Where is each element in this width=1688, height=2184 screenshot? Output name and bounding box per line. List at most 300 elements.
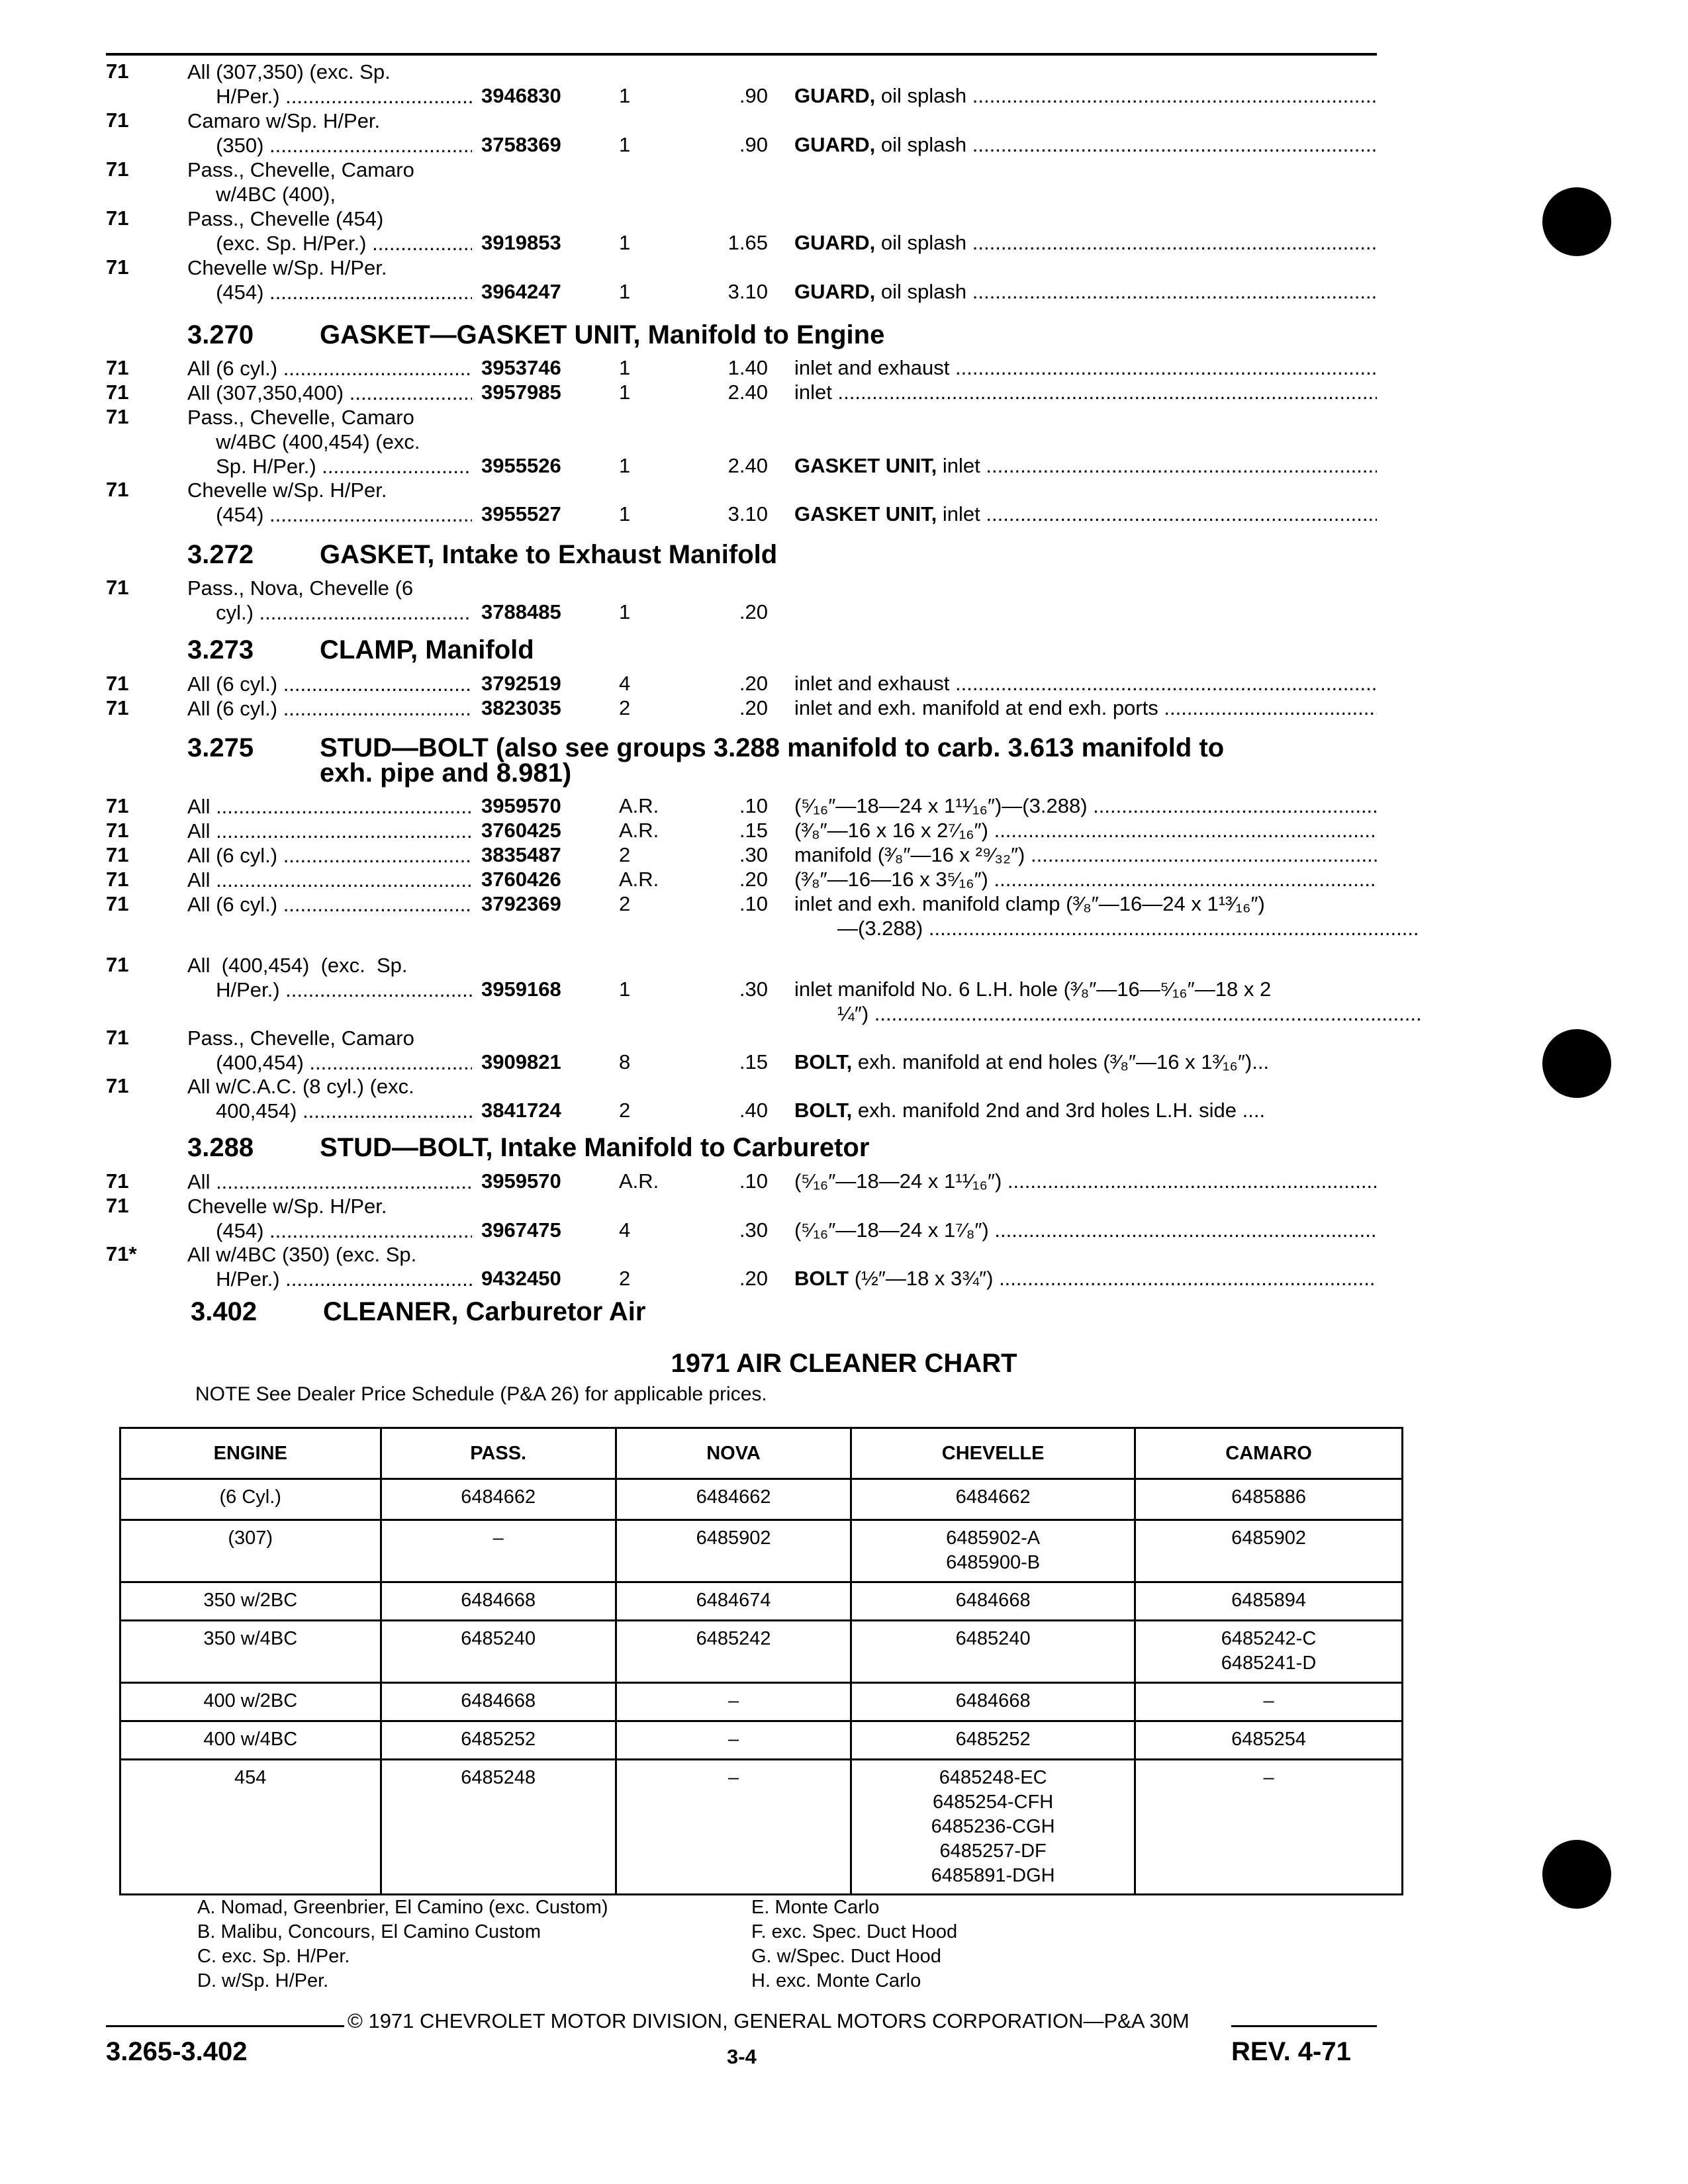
binder-hole-2 (1542, 1029, 1611, 1098)
part-number-cell (616, 1582, 851, 1621)
quantity: 2 (619, 1099, 631, 1122)
part-number: 3758369 (481, 133, 561, 156)
year-code: 71 (106, 672, 129, 695)
application-line: All ..... (187, 794, 472, 819)
cell-value: – (727, 1690, 739, 1711)
cell-value: 6484668 (461, 1590, 536, 1611)
group-number: 3.402 (191, 1297, 258, 1326)
copyright-line: © 1971 CHEVROLET MOTOR DIVISION, GENERAL MOTORS CORPORATION—P&A 30M (348, 2009, 1190, 2032)
group-heading (191, 1297, 645, 1327)
cell-value: 6485248-EC (939, 1767, 1047, 1788)
description (794, 978, 1377, 1001)
part-number-cell (381, 1479, 616, 1520)
group-title: GASKET—GASKET UNIT, Manifold to Engine (320, 320, 885, 349)
year-code: 71 (106, 953, 129, 976)
cell-value: 400 w/4BC (203, 1729, 298, 1750)
application-line: H/Per.) ..... (187, 1267, 472, 1291)
application-line: Pass., Nova, Chevelle (6 (187, 576, 414, 600)
part-number: 3788485 (481, 600, 561, 623)
group-number: 3.288 (187, 1133, 254, 1162)
application-line: All ..... (187, 819, 472, 843)
part-number-cell (616, 1479, 851, 1520)
engine-cell (120, 1479, 381, 1520)
cell-value: 400 w/2BC (203, 1690, 298, 1711)
part-number-cell (1135, 1479, 1403, 1520)
application-line: H/Per.) ..... (187, 978, 472, 1002)
part-number-cell (1135, 1621, 1403, 1683)
price: 1.65 (727, 231, 768, 254)
cell-value: 6484662 (955, 1486, 1031, 1508)
part-number: 3823035 (481, 696, 561, 719)
cell-value: 350 w/2BC (203, 1590, 298, 1611)
part-number-cell (616, 1721, 851, 1760)
application-line: Sp. H/Per.) ..... (187, 454, 472, 478)
cell-value: 6485902 (696, 1527, 771, 1549)
description-bold: GUARD, (794, 231, 876, 254)
cell-value: 350 w/4BC (203, 1628, 298, 1649)
year-code: 71 (106, 255, 129, 279)
price: .20 (739, 868, 768, 891)
cell-value: 6485241-D (1221, 1653, 1317, 1674)
cell-value: 6485891-DGH (931, 1865, 1055, 1886)
application-line: Pass., Chevelle (454) (187, 207, 384, 230)
price: 1.40 (727, 356, 768, 379)
price: .15 (739, 1050, 768, 1073)
part-number-cell (1135, 1721, 1403, 1760)
year-code: 71 (106, 1169, 129, 1193)
part-number: 3959570 (481, 794, 561, 817)
part-number-cell (1135, 1520, 1403, 1582)
quantity: 1 (619, 978, 631, 1001)
footnote: H. exc. Monte Carlo (751, 1970, 921, 1991)
part-number: 3957985 (481, 381, 561, 404)
group-heading (187, 540, 777, 570)
description-bold: BOLT (794, 1267, 849, 1290)
application-line: Pass., Chevelle, Camaro (187, 406, 414, 429)
year-code: 71 (106, 356, 129, 379)
part-number-cell (381, 1621, 616, 1683)
quantity: 1 (619, 600, 631, 623)
description-text: (⁵⁄₁₆″—18—24 x 1¹¹⁄₁₆″)—(3.288) (794, 794, 1088, 817)
footer-rule-left (106, 2025, 344, 2027)
application-line: All w/4BC (350) (exc. Sp. (187, 1243, 417, 1266)
price: .30 (739, 843, 768, 866)
description-continued: —(3.288) ..... (837, 917, 1420, 940)
part-number-cell (1135, 1683, 1403, 1721)
group-number: 3.270 (187, 320, 254, 349)
binder-hole-1 (1542, 187, 1611, 256)
application-line: Pass., Chevelle, Camaro (187, 158, 414, 181)
table-row (120, 1520, 1403, 1582)
description-bold: GUARD, (794, 280, 876, 303)
quantity: 2 (619, 1267, 631, 1290)
description (794, 843, 1377, 867)
application-line: (350) ..... (187, 133, 472, 158)
quantity: 1 (619, 280, 631, 303)
table-row (120, 1582, 1403, 1621)
part-number: 3792369 (481, 892, 561, 915)
cell-value: 6485252 (461, 1729, 536, 1750)
engine-cell (120, 1760, 381, 1895)
description (794, 133, 1377, 157)
cell-value: 6485242-C (1221, 1628, 1317, 1649)
group-heading (187, 635, 534, 665)
quantity: 2 (619, 892, 631, 915)
application-line: All (400,454) (exc. Sp. (187, 954, 408, 977)
description (794, 1267, 1377, 1291)
quantity: 1 (619, 356, 631, 379)
group-number: 3.272 (187, 540, 254, 569)
cell-value: 6485886 (1231, 1486, 1306, 1508)
engine-cell (120, 1721, 381, 1760)
table-row (120, 1760, 1403, 1895)
application-line: (454) ..... (187, 280, 472, 304)
cell-value: 6485257-DF (939, 1841, 1047, 1862)
part-number-cell (616, 1760, 851, 1895)
application-line: All w/C.A.C. (8 cyl.) (exc. (187, 1075, 414, 1098)
group-heading (187, 1133, 869, 1163)
application-line: All (6 cyl.) ..... (187, 843, 472, 868)
application-line: 400,454) ..... (187, 1099, 472, 1123)
price: .20 (739, 600, 768, 623)
description (794, 794, 1377, 818)
binder-hole-3 (1542, 1840, 1611, 1909)
part-number-cell (381, 1760, 616, 1895)
price: .20 (739, 1267, 768, 1290)
footer-page-number: 3-4 (727, 2045, 757, 2068)
description-text: inlet (937, 502, 980, 525)
description-bold: GASKET UNIT, (794, 502, 937, 525)
application-line: All ..... (187, 1169, 472, 1194)
cell-value: – (1263, 1690, 1274, 1711)
quantity: A.R. (619, 1169, 659, 1193)
description-bold: BOLT, (794, 1050, 853, 1073)
cell-value: 6485894 (1231, 1590, 1306, 1611)
cell-value: 6485236-CGH (931, 1816, 1055, 1837)
year-code: 71 (106, 843, 129, 866)
cell-value: 6484662 (696, 1486, 771, 1508)
cell-value: 6485254 (1231, 1729, 1306, 1750)
part-number: 3946830 (481, 84, 561, 107)
engine-cell (120, 1621, 381, 1683)
group-title: CLAMP, Manifold (320, 635, 534, 664)
year-code: 71 (106, 1026, 129, 1049)
footnote: B. Malibu, Concours, El Camino Custom (197, 1921, 541, 1942)
cell-value: – (727, 1729, 739, 1750)
part-number-cell (616, 1621, 851, 1683)
application-line: (400,454) ..... (187, 1050, 472, 1075)
footnote: C. exc. Sp. H/Per. (197, 1946, 350, 1967)
quantity: 4 (619, 672, 631, 695)
cell-value: – (1263, 1767, 1274, 1788)
description-text: oil splash (875, 84, 967, 107)
part-number-cell (851, 1721, 1135, 1760)
price: .10 (739, 794, 768, 817)
price: 3.10 (727, 280, 768, 303)
application-line: cyl.) ..... (187, 600, 472, 625)
footnote: E. Monte Carlo (751, 1897, 880, 1918)
description-text: (⁵⁄₁₆″—18—24 x 1⁷⁄₈″) (794, 1218, 989, 1242)
cell-value: 6484674 (696, 1590, 771, 1611)
year-code: 71 (106, 206, 129, 230)
part-number-cell (381, 1683, 616, 1721)
air-cleaner-table (119, 1427, 1403, 1895)
table-row (120, 1621, 1403, 1683)
group-title: STUD—BOLT (also see groups 3.288 manifold to carb. 3.613 manifold to (320, 733, 1225, 762)
application-line: Chevelle w/Sp. H/Per. (187, 478, 387, 502)
price: .40 (739, 1099, 768, 1122)
description-bold: GASKET UNIT, (794, 454, 937, 477)
part-number: 3909821 (481, 1050, 561, 1073)
part-number: 3760426 (481, 868, 561, 891)
year-code: 71 (106, 405, 129, 428)
part-number-cell (381, 1520, 616, 1582)
application-line: (454) ..... (187, 1218, 472, 1243)
application-line: w/4BC (400,454) (exc. (187, 430, 420, 453)
description (794, 280, 1377, 304)
price: .90 (739, 133, 768, 156)
part-number: 3792519 (481, 672, 561, 695)
chart-note: NOTE See Dealer Price Schedule (P&A 26) for applicable prices. (195, 1383, 767, 1405)
group-heading (187, 320, 884, 350)
year-code: 71 (106, 819, 129, 842)
part-number: 3835487 (481, 843, 561, 866)
description-text: (³⁄₈″—16—16 x 3⁵⁄₁₆″) (794, 868, 988, 891)
quantity: A.R. (619, 868, 659, 891)
description (794, 1169, 1377, 1193)
year-code: 71 (106, 381, 129, 404)
price: 2.40 (727, 454, 768, 477)
application-line: All (6 cyl.) ..... (187, 356, 472, 381)
group-title: CLEANER, Carburetor Air (323, 1297, 646, 1326)
table-row (120, 1683, 1403, 1721)
application-line: All (6 cyl.) ..... (187, 672, 472, 696)
application-line: (454) ..... (187, 502, 472, 527)
quantity: 1 (619, 502, 631, 525)
cell-value: 6484668 (461, 1690, 536, 1711)
quantity: 1 (619, 133, 631, 156)
engine-cell (120, 1683, 381, 1721)
price: 2.40 (727, 381, 768, 404)
cell-value: 6485240 (461, 1628, 536, 1649)
part-number-cell (1135, 1760, 1403, 1895)
description-text: inlet and exhaust (794, 672, 950, 695)
application-line: All (6 cyl.) ..... (187, 892, 472, 917)
footnote: F. exc. Spec. Duct Hood (751, 1921, 958, 1942)
cell-value: 454 (234, 1767, 267, 1788)
engine-cell (120, 1582, 381, 1621)
description (794, 696, 1377, 720)
part-number: 3959570 (481, 1169, 561, 1193)
year-code: 71 (106, 576, 129, 599)
part-number: 3964247 (481, 280, 561, 303)
part-number: 3955526 (481, 454, 561, 477)
part-number-cell (616, 1520, 851, 1582)
price: .30 (739, 1218, 768, 1242)
part-number: 3919853 (481, 231, 561, 254)
part-number: 3959168 (481, 978, 561, 1001)
year-code: 71 (106, 478, 129, 501)
application-line: Camaro w/Sp. H/Per. (187, 109, 381, 132)
part-number: 3955527 (481, 502, 561, 525)
footer-section-range: 3.265-3.402 (106, 2037, 248, 2066)
description (794, 231, 1377, 255)
part-number-cell (851, 1520, 1135, 1582)
table-row (120, 1721, 1403, 1760)
column-header: CHEVELLE (851, 1428, 1135, 1479)
cell-value: 6484662 (461, 1486, 536, 1508)
part-number-cell (616, 1683, 851, 1721)
description (794, 381, 1377, 404)
group-title-continued: exh. pipe and 8.981) (320, 758, 572, 788)
description-text: exh. manifold 2nd and 3rd holes L.H. side .... (852, 1099, 1266, 1122)
description (794, 868, 1377, 891)
part-number: 3841724 (481, 1099, 561, 1122)
quantity: 1 (619, 381, 631, 404)
price: .10 (739, 1169, 768, 1193)
column-header: CAMARO (1135, 1428, 1403, 1479)
description-text: inlet manifold No. 6 L.H. hole (³⁄₈″—16—⁵⁄₁₆″—18 x 2 (794, 978, 1272, 1001)
table-body (120, 1479, 1403, 1895)
quantity: 1 (619, 84, 631, 107)
description-text: inlet (937, 454, 980, 477)
application-line: All (307,350,400) ..... (187, 381, 472, 405)
part-number-cell (381, 1721, 616, 1760)
group-title: STUD—BOLT, Intake Manifold to Carburetor (320, 1133, 870, 1162)
quantity: 1 (619, 454, 631, 477)
application-line: Pass., Chevelle, Camaro (187, 1026, 414, 1050)
quantity: A.R. (619, 819, 659, 842)
footer-revision: REV. 4-71 (1231, 2037, 1351, 2066)
description-continued: ¼″) ..... (837, 1002, 1420, 1026)
cell-value: 6484668 (955, 1590, 1031, 1611)
footnote: G. w/Spec. Duct Hood (751, 1946, 941, 1967)
description (794, 892, 1377, 916)
table-header-row (120, 1428, 1403, 1479)
description-text: oil splash (875, 280, 967, 303)
description (794, 672, 1377, 696)
group-title: GASKET, Intake to Exhaust Manifold (320, 540, 778, 569)
part-number-cell (851, 1479, 1135, 1520)
year-code: 71 (106, 1194, 129, 1217)
description-bold: BOLT, (794, 1099, 853, 1122)
table-row (120, 1479, 1403, 1520)
application-line: H/Per.) ..... (187, 84, 472, 109)
cell-value: 6485900-B (946, 1552, 1041, 1573)
price: .30 (739, 978, 768, 1001)
description-text: inlet and exh. manifold clamp (³⁄₈″—16—24 x 1¹³⁄₁₆″) (794, 892, 1265, 915)
description-text: (½″—18 x 3¾″) (849, 1267, 994, 1290)
group-number: 3.275 (187, 733, 254, 762)
application-line: Chevelle w/Sp. H/Per. (187, 256, 387, 279)
column-header: PASS. (381, 1428, 616, 1479)
description-text: oil splash (875, 231, 967, 254)
part-number: 9432450 (481, 1267, 561, 1290)
column-header: NOVA (616, 1428, 851, 1479)
cell-value: – (492, 1527, 504, 1549)
part-number-cell (851, 1582, 1135, 1621)
cell-value: 6485242 (696, 1628, 771, 1649)
description (794, 502, 1377, 526)
application-line: w/4BC (400), (187, 183, 336, 206)
quantity: 2 (619, 696, 631, 719)
chart-title: 1971 AIR CLEANER CHART (671, 1349, 1017, 1378)
description-text: oil splash (875, 133, 967, 156)
price: .20 (739, 696, 768, 719)
description-text: inlet and exh. manifold at end exh. ports (794, 696, 1158, 719)
part-number: 3760425 (481, 819, 561, 842)
part-number-cell (851, 1621, 1135, 1683)
quantity: A.R. (619, 794, 659, 817)
description (794, 84, 1377, 108)
quantity: 1 (619, 231, 631, 254)
application-line: (exc. Sp. H/Per.) ..... (187, 231, 472, 255)
part-number: 3967475 (481, 1218, 561, 1242)
description-text: (⁵⁄₁₆″—18—24 x 1¹¹⁄₁₆″) (794, 1169, 1002, 1193)
cell-value: 6485254-CFH (933, 1792, 1054, 1813)
price: .20 (739, 672, 768, 695)
application-line: All ..... (187, 868, 472, 892)
cell-value: 6485240 (955, 1628, 1031, 1649)
cell-value: 6485902 (1231, 1527, 1306, 1549)
year-code: 71 (106, 1074, 129, 1097)
cell-value: (6 Cyl.) (219, 1486, 281, 1508)
application-line: All (307,350) (exc. Sp. (187, 60, 391, 83)
price: 3.10 (727, 502, 768, 525)
description-text: (³⁄₈″—16 x 16 x 2⁷⁄₁₆″) (794, 819, 988, 842)
quantity: 2 (619, 843, 631, 866)
footer-rule-right (1231, 2025, 1377, 2027)
description (794, 1218, 1377, 1242)
year-code: 71 (106, 696, 129, 719)
part-number-cell (381, 1582, 616, 1621)
part-number: 3953746 (481, 356, 561, 379)
year-code: 71 (106, 60, 129, 83)
description (794, 819, 1377, 842)
description-text: inlet (794, 381, 832, 404)
cell-value: 6485902-A (946, 1527, 1041, 1549)
top-rule (106, 53, 1377, 56)
price: .15 (739, 819, 768, 842)
year-code: 71 (106, 794, 129, 817)
group-number: 3.273 (187, 635, 254, 664)
application-line: Chevelle w/Sp. H/Per. (187, 1195, 387, 1218)
part-number-cell (1135, 1582, 1403, 1621)
year-code: 71* (106, 1242, 137, 1265)
year-code: 71 (106, 109, 129, 132)
description-text: exh. manifold at end holes (³⁄₈″—16 x 1³⁄₁₆″)... (852, 1050, 1270, 1073)
cell-value: 6485248 (461, 1767, 536, 1788)
cell-value: 6485252 (955, 1729, 1031, 1750)
description-bold: GUARD, (794, 84, 876, 107)
cell-value: (307) (228, 1527, 273, 1549)
application-line: All (6 cyl.) ..... (187, 696, 472, 721)
description (794, 1099, 1377, 1122)
part-number-cell (851, 1760, 1135, 1895)
description (794, 356, 1377, 380)
footnote: D. w/Sp. H/Per. (197, 1970, 329, 1991)
cell-value: 6484668 (955, 1690, 1031, 1711)
engine-cell (120, 1520, 381, 1582)
year-code: 71 (106, 158, 129, 181)
description-bold: GUARD, (794, 133, 876, 156)
price: .10 (739, 892, 768, 915)
description (794, 454, 1377, 478)
description-text: manifold (³⁄₈″—16 x ²⁹⁄₃₂″) (794, 843, 1025, 866)
year-code: 71 (106, 892, 129, 915)
footnote: A. Nomad, Greenbrier, El Camino (exc. Custom) (197, 1897, 608, 1918)
part-number-cell (851, 1683, 1135, 1721)
